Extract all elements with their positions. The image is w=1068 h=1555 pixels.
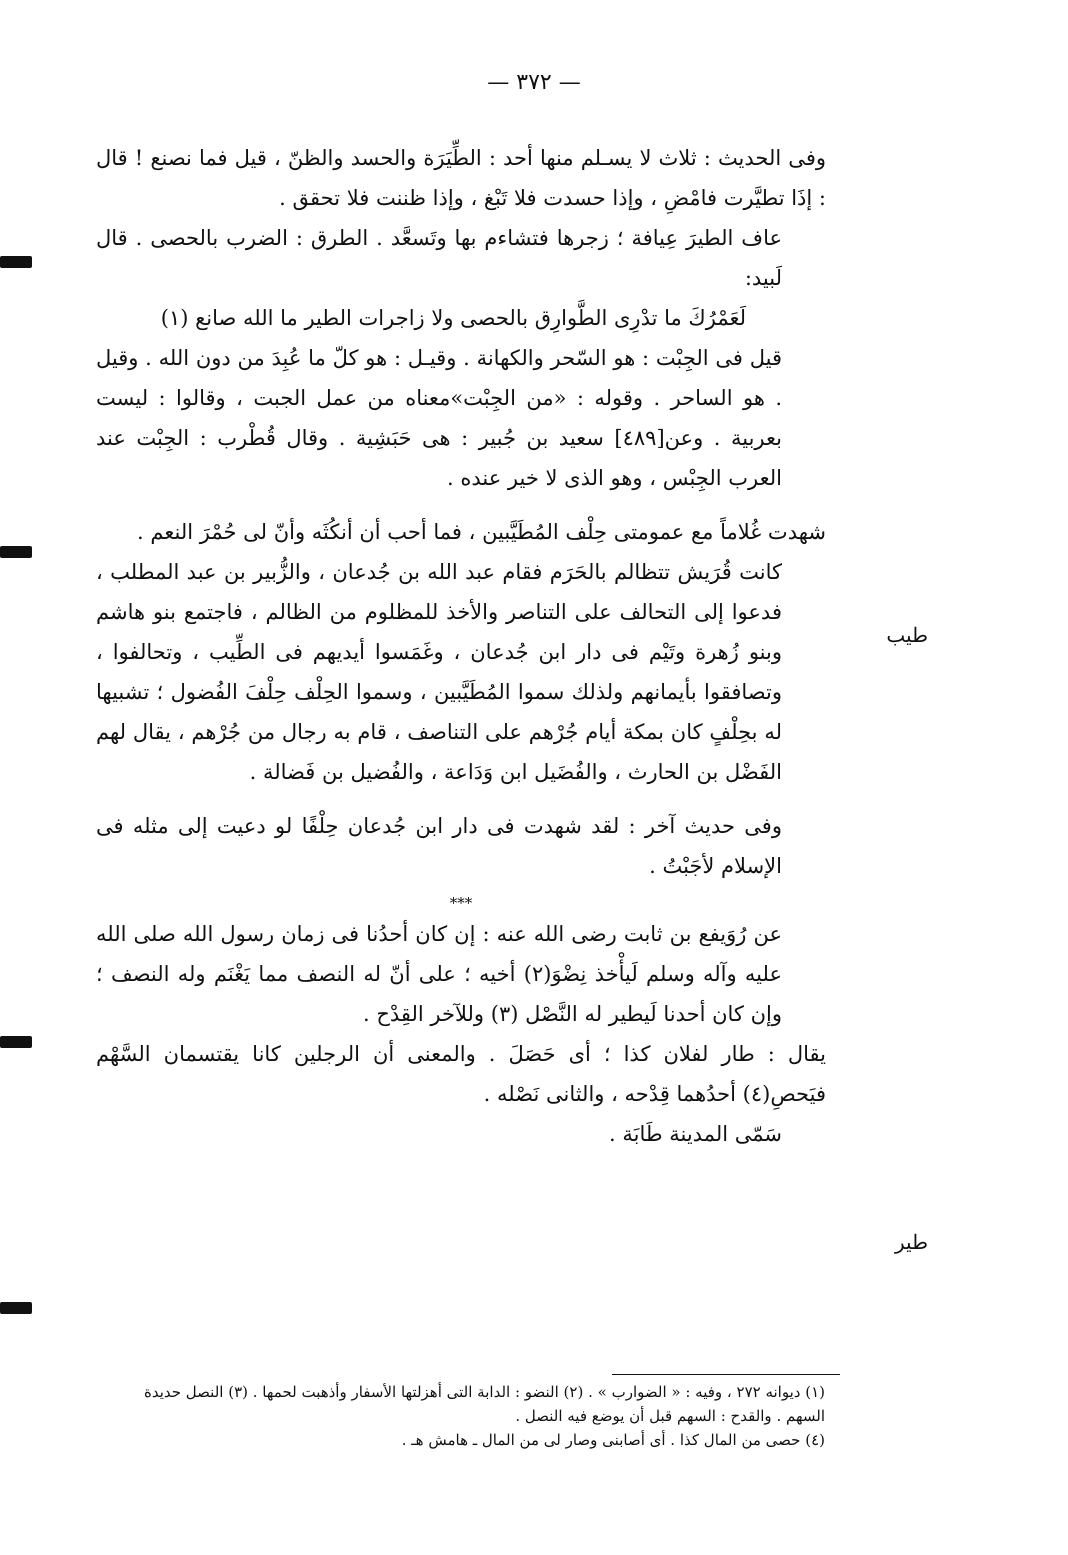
paragraph-jibt: قيل فى الجِبْت : هو السّحر والكهانة . وقيـل : هو كلّ ما عُبِدَ من دون الله . وقيل . هو الساحر . وقوله : «من الجِبْت»معناه من عمل الجبت ، وقالوا : ليست بعربية . وعن[٤٨٩] سعيد بن جُبير : هى حَبَشِية . وقال قُطْرب : الجِبْت عند العرب الجِبْس ، وهو الذى لا خير عنده . <box>96 346 782 490</box>
margin-keyword-tayyib: طيب <box>886 623 928 647</box>
paragraph-taba: سَمّى المدينة طَابَة . <box>609 1122 782 1146</box>
paragraph-iyafa: عاف الطيرَ عِيافة ؛ زجرها فتشاءم بها وتَسعَّد . الطرق : الضرب بالحصى . قال لَبيد: <box>96 226 782 290</box>
footnote-line: (٤) حصى من المال كذا . أى أصابنى وصار لى من المال ـ هامش هـ . <box>401 1431 825 1449</box>
paragraph-ruwayfi: عن رُوَيفع بن ثابت رضى الله عنه : إن كان أحدُنا فى زمان رسول الله صلى الله عليه وآله وسلم لَيأْخذ نِضْوَ(٢) أخيه ؛ على أنّ له النصف مما يَغْنَم وله النصف ؛ وإن كان أحدنا لَيطير له النَّصْل (٣) وللآخر القِدْح . <box>96 922 783 1026</box>
edge-mark <box>0 256 32 268</box>
edge-mark <box>0 1302 32 1314</box>
margin-keyword-tayr: طير <box>895 1230 928 1254</box>
paragraph-tara: يقال : طار لفلان كذا ؛ أى حَصَلَ . والمعنى أن الرجلين كانا يقتسمان السَّهْم فيَحصِ(٤) أحدُهما قِدْحه ، والثانى نَصْله . <box>96 1042 826 1106</box>
paragraph-mutayyabin: كانت قُرَيش تتظالم بالحَرَم فقام عبد الله بن جُدعان ، والزُّبير بن عبد المطلب ، فدعوا إلى التحالف على التناصر والأخذ للمظلوم من الظالم ، فاجتمع بنو هاشم وبنو زُهرة وتَيْم فى دار ابن جُدعان ، وغَمَسوا أيديهم فى الطِّيب ، وتحالفوا ، وتصافقوا بأيمانهم ولذلك سموا المُطَيَّبين ، وسموا الحِلْف حِلْفَ الفُضول ؛ تشبيها له بحِلْفٍ كان بمكة أيام جُرْهم على التناصف ، قام به رجال من جُرْهم ، يقال لهم الفَضْل بن الحارث ، والفُضَيل ابن وَدَاعة ، والفُضيل بن فَضالة . <box>96 560 782 784</box>
edge-mark <box>0 1036 32 1048</box>
footnote-rule <box>612 1374 840 1375</box>
footnotes <box>105 1380 825 1452</box>
paragraph-other-hadith: وفى حديث آخر : لقد شهدت فى دار ابن جُدعان حِلْفًا لو دعيت إلى مثله فى الإسلام لأجَبْتُ . <box>96 814 782 878</box>
poetry-verse: لَعَمْرُكَ ما تدْرِى الطَّوارِق بالحصى ولا زاجرات الطير ما الله صانع (١) <box>160 306 746 330</box>
main-text <box>96 138 826 1154</box>
footnote-line: (١) ديوانه ٢٧٢ ، وفيه : « الضوارب » . (٢) النضو : الدابة التى أهزلتها الأسفار وأذهبت لحمها . (٣) النصل حديدة السهم . والقدح : السهم قبل أن يوضع فيه النصل . <box>143 1383 825 1425</box>
paragraph-hadith-tiyara: وفى الحديث : ثلاث لا يسـلم منها أحد : الطِّيَرَة والحسد والظنّ ، قيل فما نصنع ! قال : إذَا تطيَّرت فامْضِ ، وإذا حسدت فلا تَبْغ ، وإذا ظننت فلا تحقق . <box>96 146 826 210</box>
page-number: — ٣٧٢ — <box>487 70 581 95</box>
section-separator: *** <box>449 894 473 912</box>
edge-mark <box>0 546 32 558</box>
paragraph-hilf: شهدت غُلاماً مع عمومتى حِلْف المُطَيَّبين ، فما أحب أن أنكُثَه وأنّ لى حُمْرَ النعم . <box>137 520 826 544</box>
